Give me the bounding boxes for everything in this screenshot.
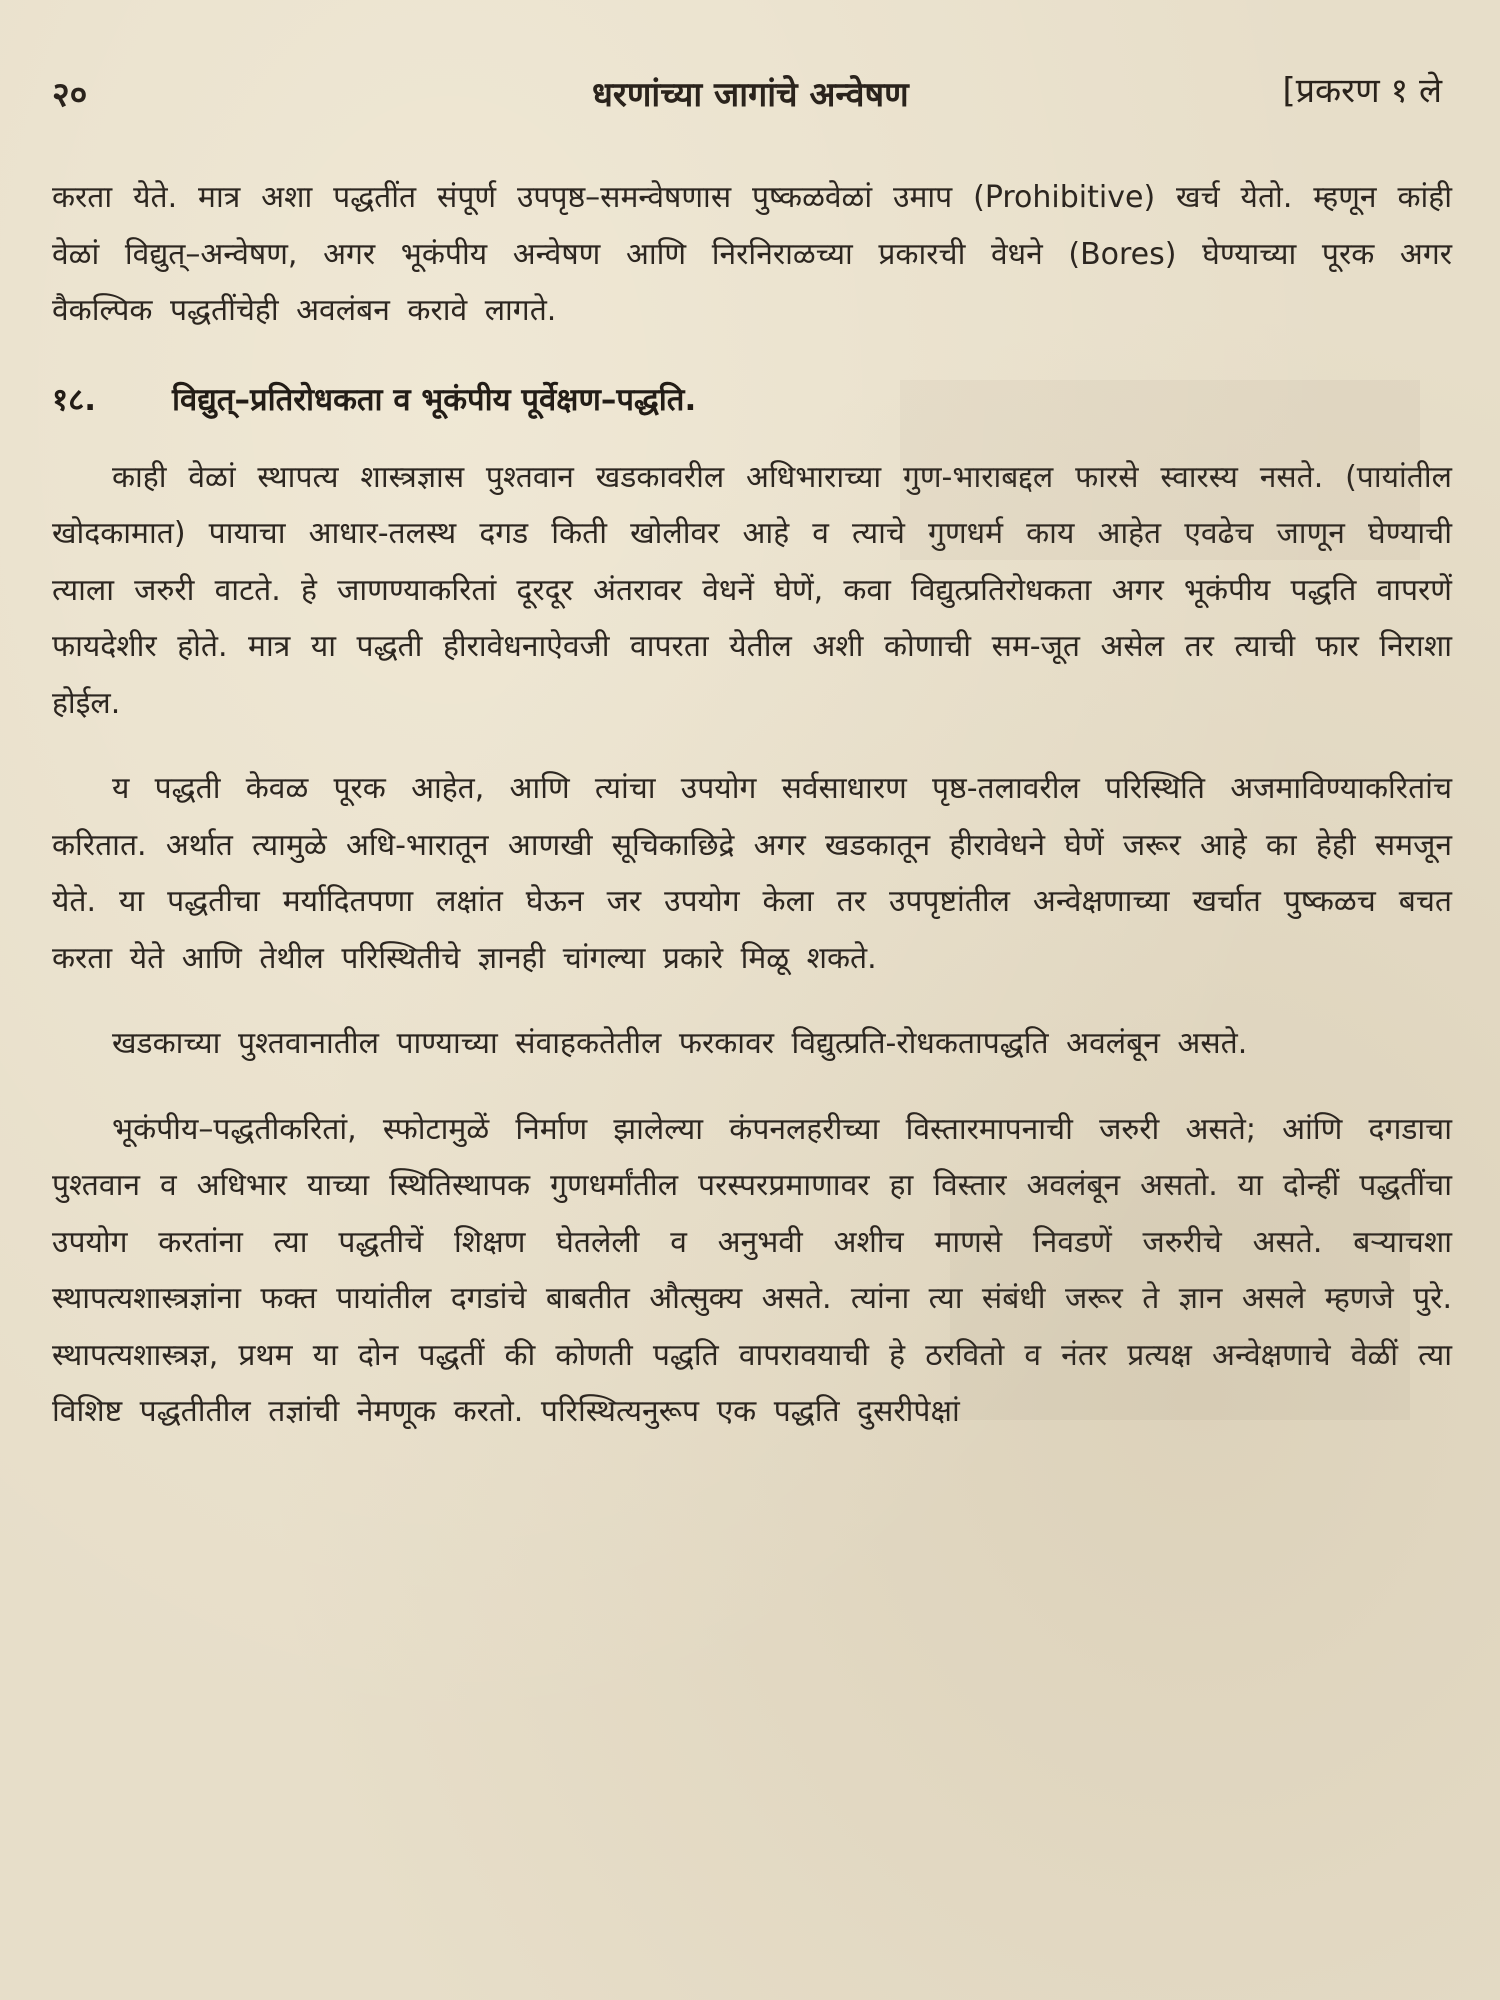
paragraph-continued: करता येते. मात्र अशा पद्धतींत संपूर्ण उपपृष्ठ–समन्वेषणास पुष्कळवेळां उमाप (Prohibitive) खर्च येतो. म्हणून कांही वेळां विद्युत्–अन्वेषण, अगर भूकंपीय अन्वेषण आणि निरनिराळच्या प्रकारची वेधने (Bores) घेण्याच्या पूरक अगर वैकल्पिक पद्धतींचेही अवलंबन करावे लागते. — [52, 180, 1452, 328]
page-header — [52, 60, 1452, 124]
page-number: २० — [52, 75, 88, 115]
body-text — [52, 170, 1452, 1441]
section-heading — [52, 372, 1452, 428]
paragraph-4: भूकंपीय–पद्धतीकरितां, स्फोटामुळें निर्माण झालेल्या कंपनलहरीच्या विस्तारमापनाची जरुरी असते; आंणि दगडाचा पुश्तवान व अधिभार याच्या स्थितिस्थापक गुणधर्मांतील परस्परप्रमाणावर हा विस्तार अवलंबून असतो. या दोन्हीं पद्धतींचा उपयोग करतांना त्या पद्धतीचें शिक्षण घेतलेली व अनुभवी अशीच माणसे निवडणें जरुरीचे असते. बऱ्याचशा स्थापत्यशास्त्रज्ञांना फक्त पायांतील दगडांचे बाबतीत औत्सुक्य असते. त्यांना त्या संबंधी जरूर ते ज्ञान असले म्हणजे पुरे. स्थापत्यशास्त्रज्ञ, प्रथम या दोन पद्धतीं की कोणती पद्धति वापरावयाची हे ठरवितो व नंतर प्रत्यक्ष अन्वेक्षणाचे वेळीं त्या विशिष्ट पद्धतीतील तज्ञांची नेमणूक करतो. परिस्थित्यनुरूप एक पद्धति दुसरीपेक्षां — [52, 1111, 1452, 1429]
paragraph-3: खडकाच्या पुश्तवानातील पाण्याच्या संवाहकतेतील फरकावर विद्युत्प्रति-रोधकतापद्धति अवलंबून असते. — [112, 1026, 1248, 1061]
chapter-reference: [प्रकरण १ ले — [1282, 71, 1442, 111]
running-title: धरणांच्या जागांचे अन्वेषण — [592, 75, 909, 115]
paragraph-2: य पद्धती केवळ पूरक आहेत, आणि त्यांचा उपयोग सर्वसाधारण पृष्ठ-तलावरील परिस्थिति अजमाविण्याकरितांच करितात. अर्थात त्यामुळे अधि-भारातून आणखी सूचिकाछिद्रे अगर खडकातून हीरावेधने घेणें जरूर आहे का हेही समजून येते. या पद्धतीचा मर्यादितपणा लक्षांत घेऊन जर उपयोग केला तर उपपृष्टांतील अन्वेक्षणाच्या खर्चात पुष्कळच बचत करता येते आणि तेथील परिस्थितीचे ज्ञानही चांगल्या प्रकारे मिळू शकते. — [52, 771, 1452, 976]
section-number: १८. — [52, 381, 97, 418]
paragraph-1: काही वेळां स्थापत्य शास्त्रज्ञास पुश्तवान खडकावरील अधिभाराच्या गुण-भाराबद्दल फारसे स्वारस्य नसते. (पायांतील खोदकामात) पायाचा आधार-तलस्थ दगड किती खोलीवर आहे व त्याचे गुणधर्म काय आहेत एवढेच जाणून घेण्याची त्याला जरुरी वाटते. हे जाणण्याकरितां दूरदूर अंतरावर वेधनें घेणें, कवा विद्युत्प्रतिरोधकता अगर भूकंपीय पद्धति वापरणें फायदेशीर होते. मात्र या पद्धती हीरावेधनाऐवजी वापरता येतील अशी कोणाची सम-जूत असेल तर त्याची फार निराशा होईल. — [52, 459, 1452, 721]
section-title: विद्युत्–प्रतिरोधकता व भूकंपीय पूर्वेक्षण–पद्धति. — [172, 381, 697, 418]
